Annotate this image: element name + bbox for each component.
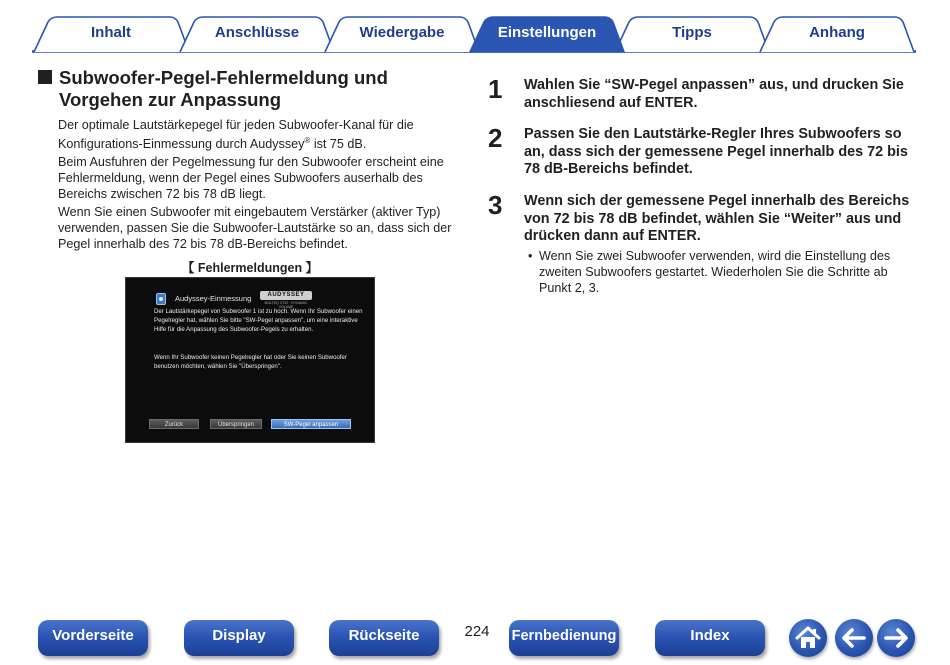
arrow-right-icon [877,619,915,657]
tab-anhang[interactable]: Anhang [809,24,865,41]
step-1-number: 1 [488,74,503,104]
screen-message-2: Wenn Ihr Subwoofer keinen Pegelregler hat oder Sie keinen Subwoofer benutzen möchten, wählen Sie "Überspringen". [154,354,347,370]
intro-paragraph-3: Wenn Sie einen Subwoofer mit eingebautem Verstärker (aktiver Typ) verwenden, passen Sie die Subwoofer-Lautstärke so an, dass sich der Pegel innerhalb des 72 bis 78 dB-Bereichs befindet. [58,205,452,252]
intro-1-end: ist 75 dB. [310,137,367,152]
step-1 [488,74,918,112]
rear-panel-button[interactable]: Rückseite [329,620,439,656]
screen-title: Audyssey-Einmessung [175,294,252,303]
intro-paragraph-2: Beim Ausfuhren der Pegelmessung fur den Subwoofer erscheint eine Fehlermeldung, wenn der Pegel eines Subwoofers auserhalb des Bereichs zwischen 72 bis 78 dB liegt. [58,155,444,202]
step-3 [488,190,918,246]
step-2-number: 2 [488,123,503,153]
screen-message-1: Der Lautstärkepegel von Subwoofer 1 ist zu hoch. Wenn Ihr Subwoofer einen Pegelregler hat, wählen Sie bitte "SW-Pegel anpassen", um eine interaktive Hilfe für die Anpassung des Subwoofer-Pegels zu erhalten. [154,308,363,333]
index-button[interactable]: Index [655,620,765,656]
error-caption: 【 Fehlermeldungen 】 [181,261,319,275]
step-1-text: Wahlen Sie “SW-Pegel anpassen” aus, und drucken Sie anschliesend auf ENTER. [524,77,904,111]
screen-back-button[interactable]: Zurück [149,419,199,429]
section-title [38,67,438,111]
step-3-note [527,248,912,296]
intro-paragraph-1 [58,117,468,152]
tab-inhalt[interactable]: Inhalt [91,24,131,41]
audyssey-logo-text: AUDYSSEY [260,291,312,300]
step-2-text: Passen Sie den Lautstärke-Regler Ihres Subwoofers so an, dass sich der gemessene Pegel innerhalb des 72 bis 78 dB-Bereichs befindet. [524,126,908,177]
step-3-text: Wenn sich der gemessene Pegel innerhalb des Bereichs von 72 bis 78 dB befindet, wählen Sie “Weiter” aus und drücken dann auf ENTER. [524,193,910,244]
intro-text [58,117,468,254]
tab-tipps[interactable]: Tipps [672,24,712,41]
home-icon [789,619,827,657]
tab-wiedergabe[interactable]: Wiedergabe [359,24,445,41]
screen-skip-button[interactable]: Überspringen [210,419,262,429]
audyssey-logo [260,291,312,308]
square-bullet-icon [38,70,52,84]
bullet-icon: • [528,249,533,263]
remote-control-button[interactable]: Fernbedienung [509,620,619,656]
tab-anschluesse[interactable]: Anschlüsse [214,24,300,41]
audyssey-logo-subtext: MULTEQ XT32 · DYNAMIC VOLUME [264,301,308,309]
arrow-left-icon [835,619,873,657]
screen-adjust-button[interactable]: SW-Pegel anpassen [271,419,351,429]
step-2 [488,123,918,179]
tab-einstellungen[interactable]: Einstellungen [497,24,597,41]
error-screen [125,277,375,443]
registered-mark: ® [304,136,311,145]
intro-1-text: Der optimale Lautstärkepegel für jeden Subwoofer-Kanal für die Konfigurations-Einmessung durch Audyssey [58,118,414,152]
front-panel-button[interactable]: Vorderseite [38,620,148,656]
section-title-text: Subwoofer-Pegel-Fehlermeldung und Vorgehen zur Anpassung [59,67,388,110]
home-button[interactable] [789,619,827,657]
tab-bar [32,0,916,54]
note-text: Wenn Sie zwei Subwoofer verwenden, wird die Einstellung des zweiten Subwoofers gestartet. Wiederholen Sie die Schritte ab Punkt 2, 3. [539,249,891,295]
step-3-number: 3 [488,190,503,220]
audyssey-mic-icon [156,293,166,305]
forward-button[interactable] [877,619,915,657]
page-number: 224 [464,623,490,640]
back-button[interactable] [835,619,873,657]
display-button[interactable]: Display [184,620,294,656]
